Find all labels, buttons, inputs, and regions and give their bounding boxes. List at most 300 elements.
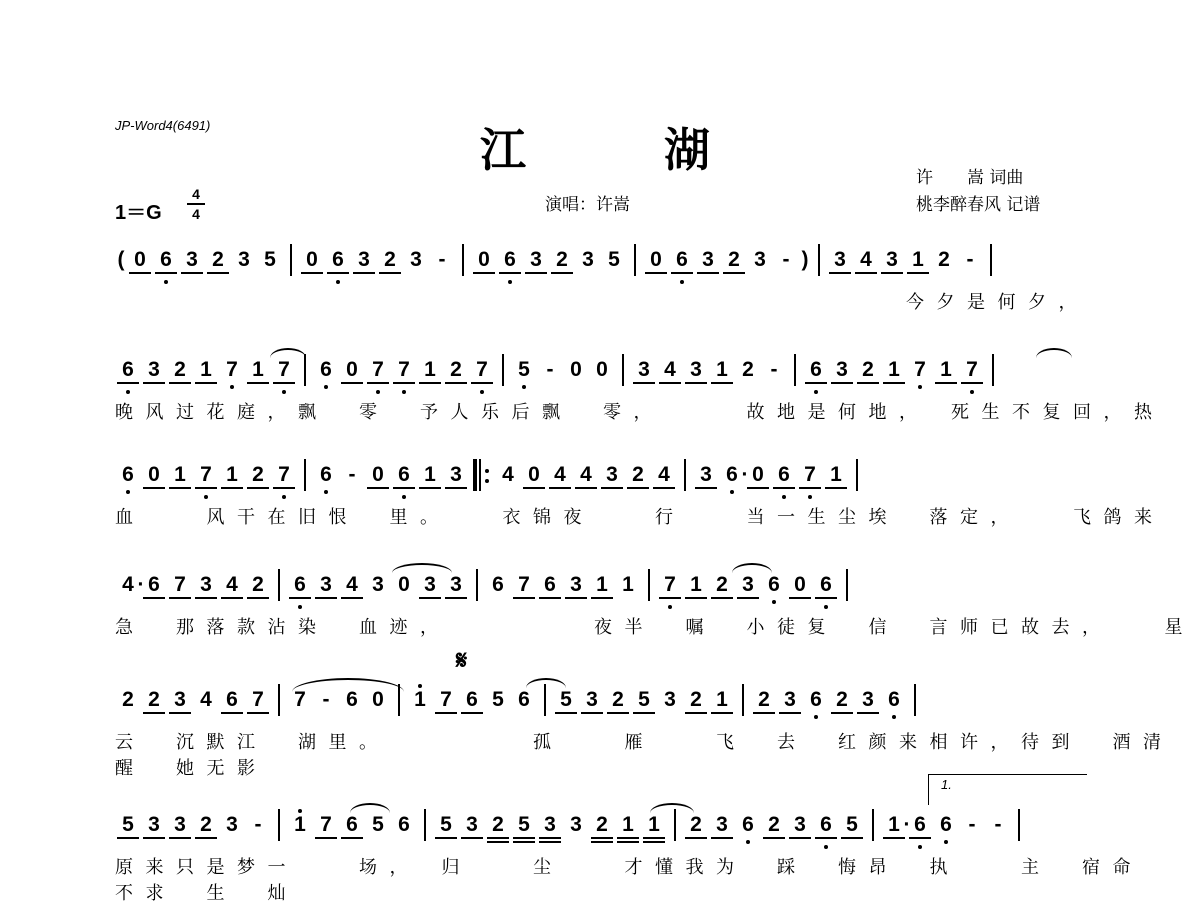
beam-underline: [143, 597, 165, 599]
score-system-5: [0, 680, 1200, 780]
jianpu-note: 6: [807, 688, 825, 712]
jianpu-note: 7: [395, 358, 413, 382]
jianpu-note: 5: [492, 688, 504, 711]
jianpu-note: 2: [716, 573, 728, 596]
jianpu-note: 3: [544, 813, 556, 836]
jianpu-note: 3: [174, 813, 186, 836]
jianpu-note: 1: [912, 248, 924, 271]
beam-underline: [539, 597, 561, 599]
beam-underline: [711, 382, 733, 384]
beam-underline: [461, 837, 483, 839]
barline: [648, 569, 650, 601]
barline: [502, 354, 504, 386]
beam-underline: [539, 837, 561, 839]
barline: [990, 244, 992, 276]
jianpu-note: 5: [372, 813, 384, 836]
barline: [424, 809, 426, 841]
barline: [794, 354, 796, 386]
beam-underline-2: [513, 841, 535, 843]
jianpu-note: 0: [650, 248, 662, 271]
beam-underline: [169, 712, 191, 714]
jianpu-note: 2: [148, 688, 160, 711]
jianpu-note: 7: [473, 358, 491, 382]
jianpu-note: 6: [817, 813, 835, 837]
jianpu-note: 1: [888, 358, 900, 381]
beam-underline: [273, 487, 295, 489]
barline: [1018, 809, 1020, 841]
barline: [304, 459, 306, 491]
beam-underline: [789, 837, 811, 839]
jianpu-note: 6: [775, 463, 793, 487]
beam-underline: [829, 272, 851, 274]
beam-underline: [565, 597, 587, 599]
beam-underline: [591, 837, 613, 839]
beam-underline: [169, 837, 191, 839]
notation-row: [115, 240, 1090, 280]
jianpu-note: 7: [320, 813, 332, 836]
dash-extension: -: [770, 358, 778, 381]
beam-underline: [789, 597, 811, 599]
notation-row: [115, 350, 1090, 390]
jianpu-note: 3: [834, 248, 846, 271]
beam-underline: [367, 487, 389, 489]
beam-underline: [221, 712, 243, 714]
key-signature: 1＝G: [115, 202, 162, 224]
jianpu-note: 3: [450, 573, 462, 596]
jianpu-note: 3: [358, 248, 370, 271]
jianpu-note: 3: [148, 358, 160, 381]
barline: [462, 244, 464, 276]
jianpu-note: 2: [384, 248, 396, 271]
jianpu-note: 6: [466, 688, 478, 711]
song-title: 江 湖: [480, 123, 710, 177]
jianpu-note: 3: [200, 573, 212, 596]
jianpu-note: 5: [440, 813, 452, 836]
jianpu-note: 3: [466, 813, 478, 836]
beam-underline: [627, 487, 649, 489]
beam-underline: [315, 837, 337, 839]
jianpu-note: 5: [560, 688, 572, 711]
jianpu-note: 6: [329, 248, 347, 272]
beam-underline: [685, 597, 707, 599]
jianpu-note: 2: [836, 688, 848, 711]
jianpu-note: 1: [622, 813, 634, 836]
beam-underline: [671, 272, 693, 274]
beam-underline: [659, 597, 681, 599]
dash-extension: -: [438, 248, 446, 271]
beam-underline: [883, 837, 905, 839]
beam-underline: [393, 487, 415, 489]
beam-underline: [169, 487, 191, 489]
jianpu-note: 6: [518, 688, 530, 711]
time-signature-bottom: 4: [192, 206, 200, 222]
beam-underline: [815, 597, 837, 599]
beam-underline: [711, 712, 733, 714]
beam-underline: [117, 837, 139, 839]
jianpu-note: 6: [119, 463, 137, 487]
jianpu-note: 7: [294, 688, 306, 711]
jianpu-note: 2: [728, 248, 740, 271]
beam-underline: [617, 837, 639, 839]
beam-underline: [659, 382, 681, 384]
jianpu-note: 1: [424, 358, 436, 381]
beam-underline: [341, 382, 363, 384]
beam-underline: [247, 487, 269, 489]
jianpu-note: 0: [752, 463, 764, 486]
beam-underline-2: [539, 841, 561, 843]
jianpu-note: 2: [690, 688, 702, 711]
jianpu-note: 3: [784, 688, 796, 711]
jianpu-note: 3: [862, 688, 874, 711]
jianpu-note: 2: [174, 358, 186, 381]
jianpu-note: 5: [638, 688, 650, 711]
jianpu-note: 6: [398, 813, 410, 836]
beam-underline: [445, 487, 467, 489]
jianpu-note: 2: [122, 688, 134, 711]
beam-underline: [195, 837, 217, 839]
beam-underline: [723, 272, 745, 274]
beam-underline: [857, 712, 879, 714]
beam-underline: [575, 487, 597, 489]
jianpu-note: 6: [911, 813, 929, 837]
lyric-line: 血 风干在旧恨 里。 衣锦夜 行 当一生尘埃 落定， 飞鸽来: [115, 507, 1165, 528]
jianpu-note: 2: [862, 358, 874, 381]
jianpu-note: 3: [586, 688, 598, 711]
jianpu-note: 6: [346, 813, 358, 836]
barline: [278, 569, 280, 601]
beam-underline: [799, 487, 821, 489]
jianpu-note: 3: [754, 248, 766, 271]
dash-extension: -: [782, 248, 790, 271]
jianpu-note: 3: [606, 463, 618, 486]
jianpu-note: 2: [690, 813, 702, 836]
jianpu-note: 0: [134, 248, 146, 271]
first-ending-bracket: [928, 774, 1087, 805]
dash-extension: -: [994, 813, 1002, 836]
first-ending-label: 1.: [941, 777, 952, 792]
beam-underline: [633, 382, 655, 384]
beam-underline: [445, 382, 467, 384]
jianpu-note: 6: [501, 248, 519, 272]
score-system-2: [0, 350, 1200, 450]
beam-underline: [207, 272, 229, 274]
jianpu-note: 5: [515, 358, 533, 382]
jianpu-note: 0: [372, 688, 384, 711]
beam-underline: [737, 597, 759, 599]
jianpu-note: 7: [252, 688, 264, 711]
repeat-start-barline: [473, 459, 483, 491]
beam-underline: [143, 382, 165, 384]
notation-row: [115, 565, 1090, 605]
beam-underline-2: [591, 841, 613, 843]
jianpu-note: 2: [632, 463, 644, 486]
jianpu-note: 1: [622, 573, 634, 596]
barline: [476, 569, 478, 601]
jianpu-note: 0: [528, 463, 540, 486]
jianpu-note: 0: [398, 573, 410, 596]
jianpu-note: 3: [372, 573, 384, 596]
barline: [622, 354, 624, 386]
jianpu-note: 0: [148, 463, 160, 486]
beam-underline: [633, 712, 655, 714]
beam-underline: [419, 597, 441, 599]
jianpu-note: 2: [492, 813, 504, 836]
jianpu-note: 1: [411, 688, 429, 712]
jianpu-note: 6: [226, 688, 238, 711]
beam-underline: [763, 837, 785, 839]
beam-underline: [779, 712, 801, 714]
beam-underline: [883, 382, 905, 384]
barline: [544, 684, 546, 716]
jianpu-note: 1: [174, 463, 186, 486]
barline: [846, 569, 848, 601]
jianpu-note: 2: [556, 248, 568, 271]
beam-underline: [697, 272, 719, 274]
beam-underline: [747, 487, 769, 489]
time-signature-bar: [187, 203, 205, 205]
jianpu-note: 3: [238, 248, 250, 271]
jianpu-note: 0: [346, 358, 358, 381]
jianpu-note: 0: [306, 248, 318, 271]
jianpu-note: 6: [492, 573, 504, 596]
beam-underline: [909, 837, 931, 839]
beam-underline: [195, 382, 217, 384]
jianpu-note: 5: [608, 248, 620, 271]
jianpu-note: 2: [742, 358, 754, 381]
jianpu-note: 2: [938, 248, 950, 271]
jianpu-note: 6: [937, 813, 955, 837]
jianpu-note: 0: [596, 358, 608, 381]
jianpu-note: 7: [223, 358, 241, 382]
beam-underline: [825, 487, 847, 489]
beam-underline: [461, 712, 483, 714]
jianpu-note: 3: [570, 573, 582, 596]
beam-underline: [601, 487, 623, 489]
beam-underline: [645, 272, 667, 274]
jianpu-note: 7: [440, 688, 452, 711]
barline: [278, 684, 280, 716]
jianpu-note: 1: [596, 573, 608, 596]
jianpu-note: 2: [450, 358, 462, 381]
dash-extension: -: [546, 358, 554, 381]
jianpu-note: 2: [758, 688, 770, 711]
jianpu-note: 3: [742, 573, 754, 596]
jianpu-note: 3: [794, 813, 806, 836]
beam-underline-2: [643, 841, 665, 843]
jianpu-note: 6: [346, 688, 358, 711]
jianpu-note: 1: [690, 573, 702, 596]
jianpu-note: 1: [830, 463, 842, 486]
jianpu-note: 1: [716, 358, 728, 381]
beam-underline: [685, 837, 707, 839]
notation-row: [115, 805, 1090, 845]
beam-underline: [247, 382, 269, 384]
jianpu-note: 3: [690, 358, 702, 381]
barline: [278, 809, 280, 841]
jianpu-note: 1: [226, 463, 238, 486]
beam-underline: [907, 272, 929, 274]
jianpu-note: 3: [582, 248, 594, 271]
beam-underline-2: [617, 841, 639, 843]
jianpu-note: 2: [768, 813, 780, 836]
barline: [992, 354, 994, 386]
beam-underline: [435, 712, 457, 714]
beam-underline: [327, 272, 349, 274]
dash-extension: -: [348, 463, 356, 486]
beam-underline: [169, 597, 191, 599]
beam-underline: [685, 712, 707, 714]
jianpu-note: 3: [530, 248, 542, 271]
beam-underline: [643, 837, 665, 839]
beam-underline: [961, 382, 983, 384]
score-system-4: [0, 565, 1200, 665]
beam-underline: [711, 597, 733, 599]
lyric-line: 今夕是何夕，: [906, 292, 1089, 313]
beam-underline: [393, 382, 415, 384]
beam-underline: [881, 272, 903, 274]
jianpu-note: 3: [320, 573, 332, 596]
time-signature: [187, 186, 205, 222]
jianpu-note: 1: [648, 813, 660, 836]
jianpu-note: 1: [252, 358, 264, 381]
barline: [818, 244, 820, 276]
jianpu-note: 3: [450, 463, 462, 486]
jianpu-note: 0: [570, 358, 582, 381]
time-signature-top: 4: [192, 186, 200, 202]
beam-underline: [195, 487, 217, 489]
jianpu-note: 4: [502, 463, 514, 486]
beam-underline-2: [487, 841, 509, 843]
beam-underline: [513, 837, 535, 839]
notation-row: [115, 680, 1090, 720]
segno-sign: 𝄋: [456, 646, 468, 676]
augmentation-dot: ·: [903, 813, 911, 836]
jianpu-note: 6: [885, 688, 903, 712]
jianpu-note: 6: [765, 573, 783, 597]
jianpu-note: 2: [200, 813, 212, 836]
lyric-line: 急 那落款沾染 血迹， 夜半 嘱 小徒复 信 言师已故去， 星: [115, 617, 1195, 638]
jianpu-note: 3: [226, 813, 238, 836]
beam-underline: [549, 487, 571, 489]
barline: [684, 459, 686, 491]
jianpu-note: 6: [119, 358, 137, 382]
jianpu-note: 3: [702, 248, 714, 271]
beam-underline: [551, 272, 573, 274]
barline: [290, 244, 292, 276]
beam-underline: [169, 382, 191, 384]
jianpu-note: 4: [658, 463, 670, 486]
beam-underline: [499, 272, 521, 274]
beam-underline: [711, 837, 733, 839]
jianpu-note: 6: [148, 573, 160, 596]
barline: [872, 809, 874, 841]
beam-underline: [353, 272, 375, 274]
beam-underline: [341, 597, 363, 599]
jianpu-note: 7: [518, 573, 530, 596]
jianpu-note: 3: [716, 813, 728, 836]
beam-underline: [195, 597, 217, 599]
jianpu-note: 3: [664, 688, 676, 711]
jianpu-note: 3: [886, 248, 898, 271]
jianpu-note: 2: [252, 573, 264, 596]
jianpu-note: 0: [794, 573, 806, 596]
beam-underline: [247, 597, 269, 599]
beam-underline: [315, 597, 337, 599]
jianpu-note: 6: [317, 358, 335, 382]
beam-underline: [591, 597, 613, 599]
beam-underline: [155, 272, 177, 274]
parenthesis: (: [117, 248, 125, 271]
jianpu-note: 7: [275, 463, 293, 487]
lyricist-credit: 许 嵩 词曲: [916, 168, 1024, 188]
jianpu-note: 4: [200, 688, 212, 711]
jianpu-note: 3: [570, 813, 582, 836]
beam-underline: [525, 272, 547, 274]
jianpu-note: 6: [291, 573, 309, 597]
jianpu-note: 7: [661, 573, 679, 597]
jianpu-note: 0: [478, 248, 490, 271]
transcriber-credit: 桃李醉春风 记谱: [916, 195, 1041, 215]
jianpu-note: 5: [518, 813, 530, 836]
score-system-6: [0, 805, 1200, 905]
beam-underline: [181, 272, 203, 274]
score-system-3: [0, 455, 1200, 555]
lyric-line: 晚风过花庭，飘 零 予人乐后飘 零， 故地是何地， 死生不复回，热: [115, 402, 1165, 423]
jianpu-note: 7: [197, 463, 215, 487]
barline: [674, 809, 676, 841]
beam-underline: [581, 712, 603, 714]
jianpu-note: 1: [291, 813, 309, 837]
dash-extension: -: [968, 813, 976, 836]
jianpu-note: 0: [372, 463, 384, 486]
jianpu-note: 4: [226, 573, 238, 596]
jianpu-note: 7: [801, 463, 819, 487]
beam-underline: [841, 837, 863, 839]
beam-underline: [607, 712, 629, 714]
jianpu-note: 3: [836, 358, 848, 381]
beam-underline: [695, 487, 717, 489]
jianpu-note: 2: [612, 688, 624, 711]
jianpu-note: 3: [186, 248, 198, 271]
jianpu-note: 4: [580, 463, 592, 486]
augmentation-dot: ·: [137, 573, 145, 596]
jianpu-note: 6: [807, 358, 825, 382]
jianpu-note: 3: [638, 358, 650, 381]
beam-underline: [247, 712, 269, 714]
beam-underline: [221, 597, 243, 599]
notation-row: [115, 455, 1090, 495]
jianpu-note: 3: [410, 248, 422, 271]
jianpu-note: 3: [424, 573, 436, 596]
jianpu-note: 7: [369, 358, 387, 382]
jianpu-note: 1: [424, 463, 436, 486]
parenthesis: ): [801, 248, 809, 271]
jianpu-note: 5: [122, 813, 134, 836]
beam-underline: [143, 837, 165, 839]
jianpu-note: 7: [174, 573, 186, 596]
jianpu-note: 6: [739, 813, 757, 837]
lyric-line: 云 沉默江 湖里。 孤 雁 飞 去 红颜来相许，待到 酒清醒 她无影: [115, 732, 1174, 779]
beam-underline: [379, 272, 401, 274]
beam-underline: [129, 272, 151, 274]
beam-underline: [513, 597, 535, 599]
jianpu-note: 2: [212, 248, 224, 271]
barline: [304, 354, 306, 386]
jianpu-note: 3: [148, 813, 160, 836]
beam-underline: [273, 382, 295, 384]
beam-underline: [855, 272, 877, 274]
jianpu-note: 6: [317, 463, 335, 487]
